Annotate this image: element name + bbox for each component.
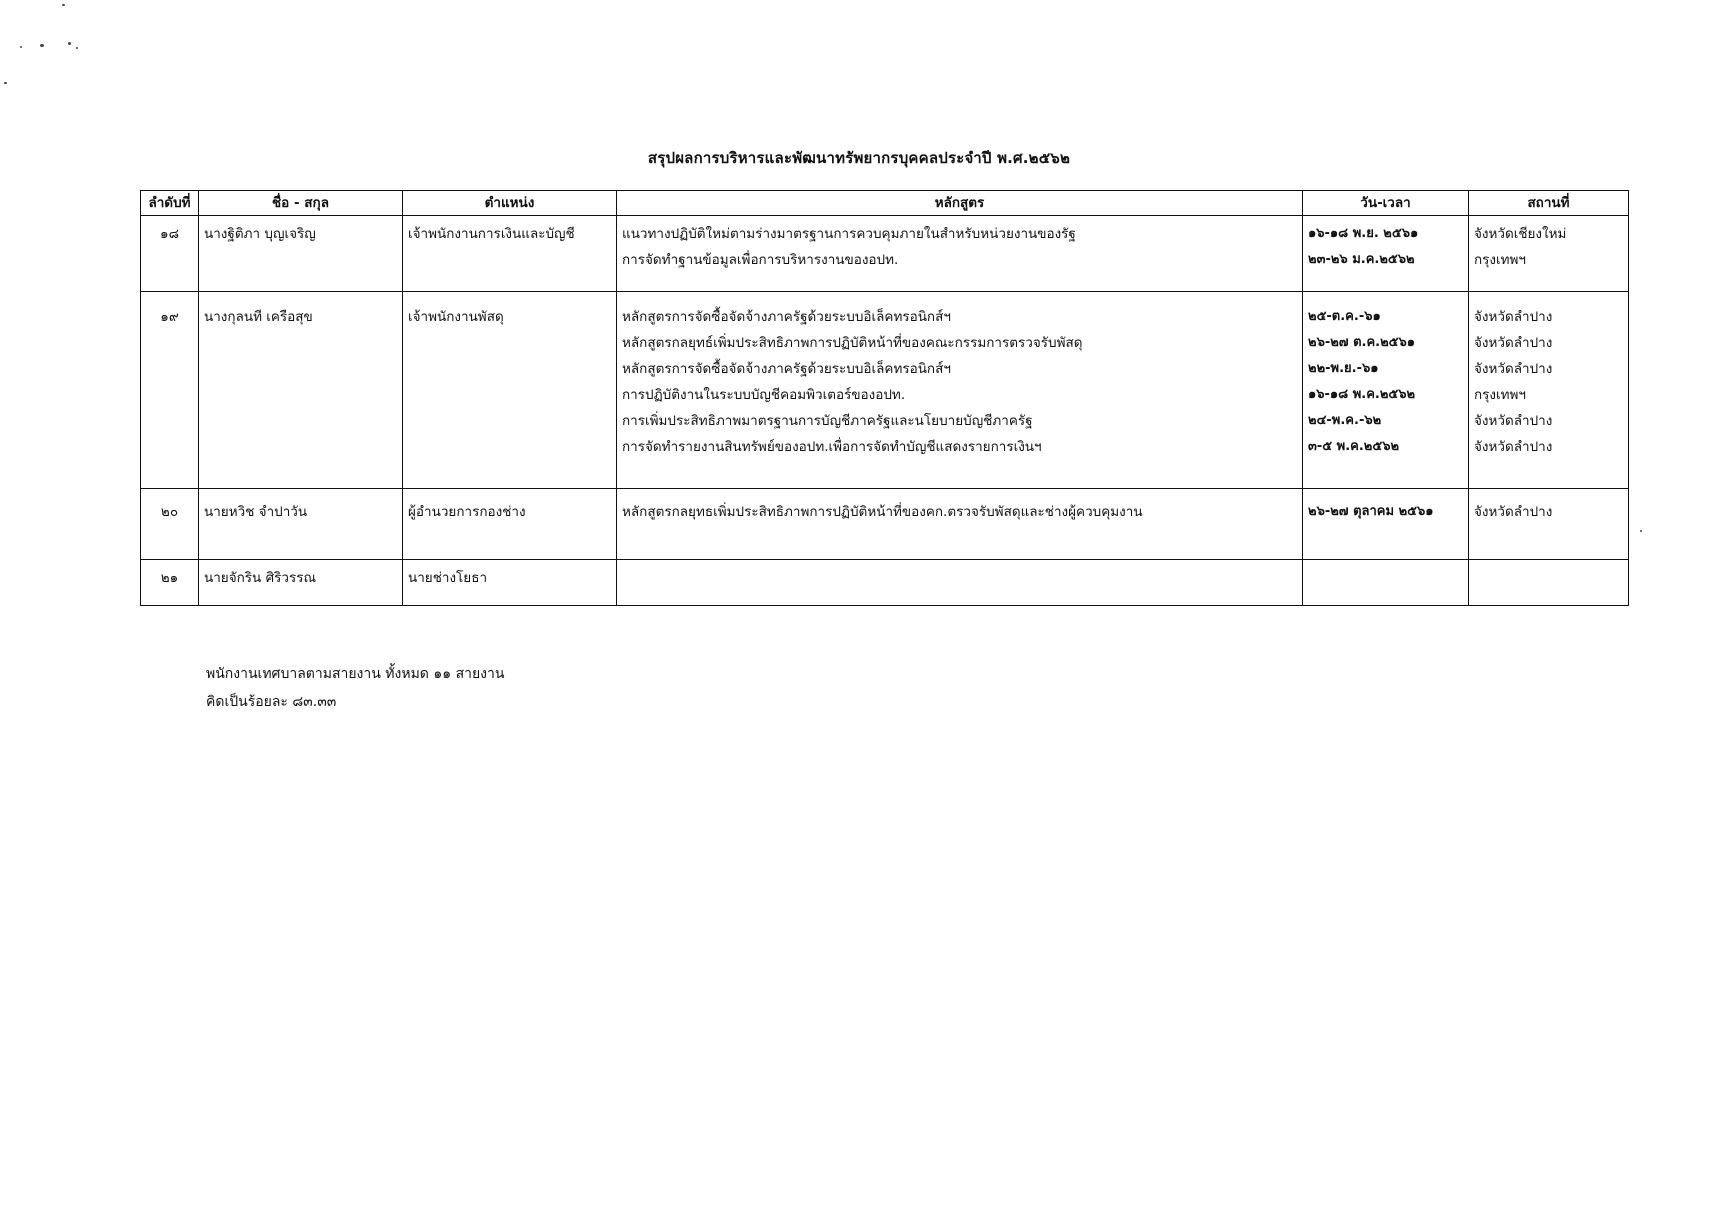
row-name: นางฐิติภา บุญเจริญ xyxy=(199,216,403,292)
place-item: จังหวัดลำปาง xyxy=(1474,361,1553,377)
place-item: จังหวัดลำปาง xyxy=(1474,439,1553,455)
header-no: ลำดับที่ xyxy=(141,191,199,216)
place-item: จังหวัดลำปาง xyxy=(1474,413,1553,429)
row-dates xyxy=(1303,489,1469,560)
row-dates xyxy=(1303,292,1469,489)
row-courses xyxy=(617,292,1303,489)
row-dates xyxy=(1303,560,1469,606)
summary-footer xyxy=(206,660,504,716)
scan-speck xyxy=(4,82,7,84)
date-item: ๒๓-๒๖ ม.ค.๒๕๖๒ xyxy=(1308,252,1415,267)
row-name: นางกุลนที เครือสุข xyxy=(199,292,403,489)
row-no: ๑๘ xyxy=(141,216,199,292)
date-item: ๒๕-ต.ค.-๖๑ xyxy=(1308,309,1381,324)
course-item: การจัดทำฐานข้อมูลเพื่อการบริหารงานของอปท. xyxy=(622,252,899,268)
row-position: ผู้อำนวยการกองช่าง xyxy=(403,489,617,560)
course-item: การเพิ่มประสิทธิภาพมาตรฐานการบัญชีภาครัฐและนโยบายบัญชีภาครัฐ xyxy=(622,413,1033,429)
table-row xyxy=(141,216,1629,292)
scan-speck xyxy=(1640,530,1642,532)
header-place: สถานที่ xyxy=(1469,191,1629,216)
row-places xyxy=(1469,216,1629,292)
date-item: ๑๖-๑๘ พ.ค.๒๕๖๒ xyxy=(1308,387,1416,402)
row-no: ๒๑ xyxy=(141,560,199,606)
date-item: ๒๒-พ.ย.-๖๑ xyxy=(1308,361,1379,376)
header-course: หลักสูตร xyxy=(617,191,1303,216)
course-item: หลักสูตรกลยุทธ์เพิ่มประสิทธิภาพการปฏิบัติหน้าที่ของคณะกรรมการตรวจรับพัสดุ xyxy=(622,335,1083,351)
date-item: ๒๖-๒๗ ตุลาคม ๒๕๖๑ xyxy=(1308,504,1434,519)
row-dates xyxy=(1303,216,1469,292)
course-item: หลักสูตรการจัดซื้อจัดจ้างภาครัฐด้วยระบบอิเล็คทรอนิกส์ฯ xyxy=(622,309,951,325)
row-courses xyxy=(617,560,1303,606)
row-places xyxy=(1469,489,1629,560)
table-header-row xyxy=(141,191,1629,216)
scan-speck xyxy=(20,46,22,48)
table-row xyxy=(141,292,1629,489)
date-item: ๒๖-๒๗ ต.ค.๒๕๖๑ xyxy=(1308,335,1416,350)
header-date: วัน-เวลา xyxy=(1303,191,1469,216)
date-item: ๒๔-พ.ค.-๖๒ xyxy=(1308,413,1382,428)
scan-speck xyxy=(62,4,65,6)
place-item: จังหวัดลำปาง xyxy=(1474,335,1553,351)
course-item: การปฏิบัติงานในระบบบัญชีคอมพิวเตอร์ของอปท. xyxy=(622,387,906,403)
course-item: หลักสูตรกลยุทธเพิ่มประสิทธิภาพการปฏิบัติหน้าที่ของคก.ตรวจรับพัสดุและช่างผู้ควบคุมงาน xyxy=(622,504,1143,520)
date-item: ๑๖-๑๘ พ.ย. ๒๕๖๑ xyxy=(1308,226,1419,241)
row-courses xyxy=(617,216,1303,292)
row-courses xyxy=(617,489,1303,560)
table-row xyxy=(141,560,1629,606)
row-position: เจ้าพนักงานการเงินและบัญชี xyxy=(403,216,617,292)
header-name: ชื่อ - สกุล xyxy=(199,191,403,216)
row-no: ๑๙ xyxy=(141,292,199,489)
row-places xyxy=(1469,292,1629,489)
row-no: ๒๐ xyxy=(141,489,199,560)
scan-speck xyxy=(68,42,71,45)
table-row xyxy=(141,489,1629,560)
place-item: กรุงเทพฯ xyxy=(1474,387,1527,403)
row-places xyxy=(1469,560,1629,606)
header-position: ตำแหน่ง xyxy=(403,191,617,216)
training-table xyxy=(140,190,1628,606)
row-position: นายช่างโยธา xyxy=(403,560,617,606)
summary-percentage: คิดเป็นร้อยละ ๘๓.๓๓ xyxy=(206,694,337,710)
row-position: เจ้าพนักงานพัสดุ xyxy=(403,292,617,489)
row-name: นายหวิช จำปาวัน xyxy=(199,489,403,560)
course-item: แนวทางปฏิบัติใหม่ตามร่างมาตรฐานการควบคุมภายในสำหรับหน่วยงานของรัฐ xyxy=(622,226,1076,242)
scan-speck xyxy=(76,47,78,49)
summary-line: พนักงานเทศบาลตามสายงาน ทั้งหมด ๑๑ สายงาน xyxy=(206,666,505,682)
place-item: จังหวัดลำปาง xyxy=(1474,309,1553,325)
place-item: จังหวัดลำปาง xyxy=(1474,504,1553,520)
place-item: จังหวัดเชียงใหม่ xyxy=(1474,226,1567,242)
course-item: การจัดทำรายงานสินทรัพย์ของอปท.เพื่อการจัดทำบัญชีแสดงรายการเงินฯ xyxy=(622,439,1042,455)
place-item: กรุงเทพฯ xyxy=(1474,252,1527,268)
document-title: สรุปผลการบริหารและพัฒนาทรัพยากรบุคคลประจำปี พ.ศ.๒๕๖๒ xyxy=(647,149,1071,167)
course-item: หลักสูตรการจัดซื้อจัดจ้างภาครัฐด้วยระบบอิเล็คทรอนิกส์ฯ xyxy=(622,361,951,377)
scan-speck xyxy=(40,44,44,47)
row-name: นายจักริน ศิริวรรณ xyxy=(199,560,403,606)
date-item: ๓-๕ พ.ค.๒๕๖๒ xyxy=(1308,439,1400,454)
